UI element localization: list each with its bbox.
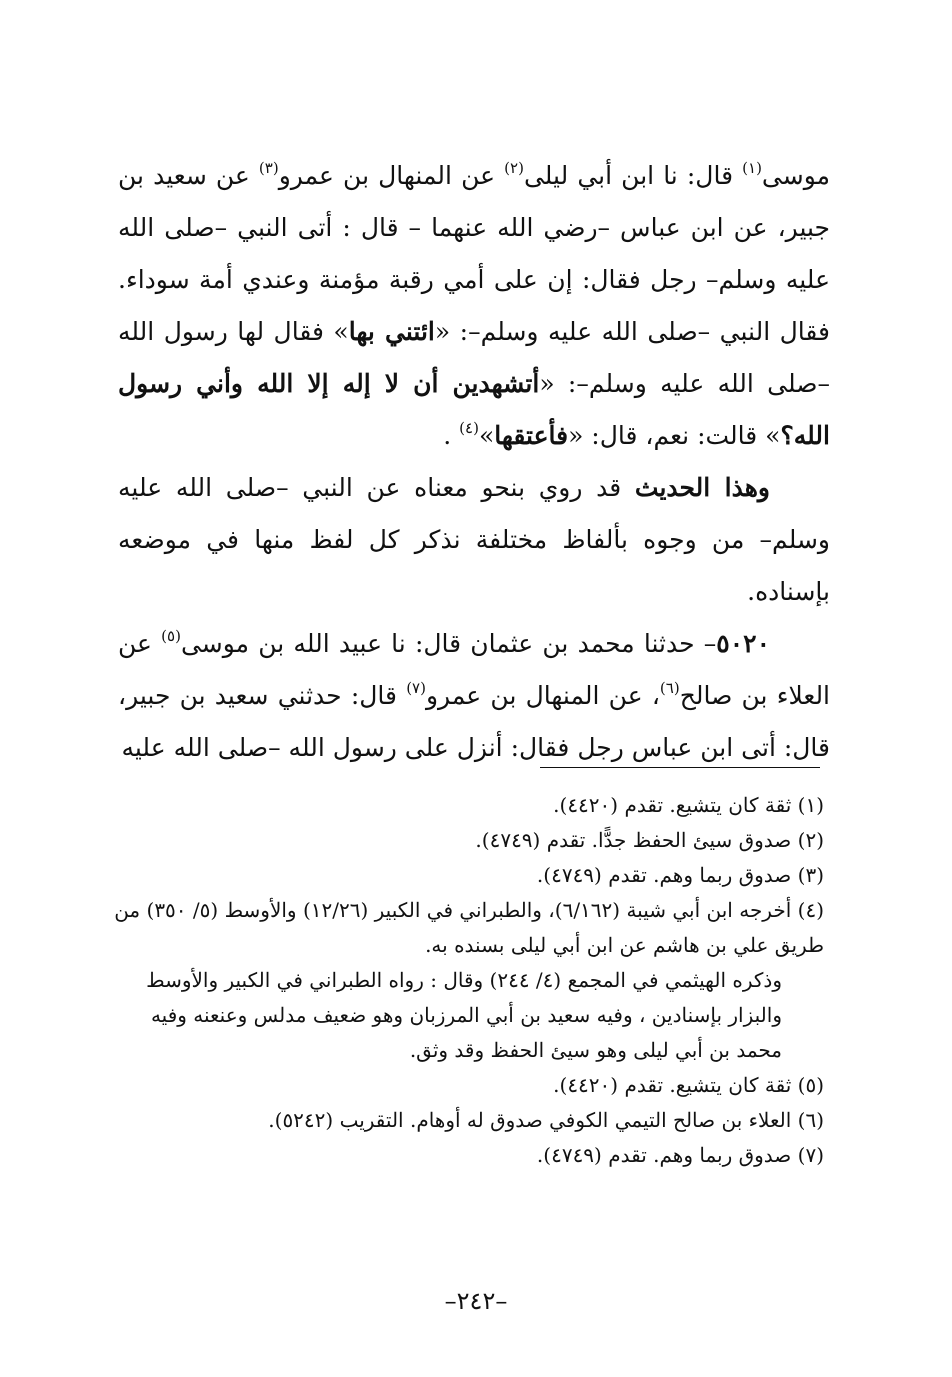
footnote-text: ثقة كان يتشيع. تقدم (٤٤٢٠). [553,793,798,817]
bold-quote: فأعتقها [494,421,569,450]
paragraph-hadith-5020 [118,618,830,774]
footnote-number: (٦) [797,1108,824,1132]
text-run: – حدثنا محمد بن عثمان قال: نا عبيد الله بن موسى [180,629,717,658]
footnote-3 [112,858,824,893]
footnote-number: (٤) [797,898,824,922]
footnote-number: (٥) [797,1073,824,1097]
footnote-2 [112,823,824,858]
footnote-ref-5: (٥) [161,626,181,645]
footnote-ref-7: (٧) [406,678,426,697]
footnote-number: (١) [797,793,824,817]
paragraph-hadith [118,150,830,462]
footnote-divider [540,767,820,768]
footnote-text: ثقة كان يتشيع. تقدم (٤٤٢٠). [553,1073,798,1097]
footnote-6 [112,1103,824,1138]
footnote-text: العلاء بن صالح التيمي الكوفي صدوق له أوهام. التقريب (٥٢٤٢). [268,1108,798,1132]
page-number: –٢٤٢– [444,1287,508,1315]
footnote-ref-1: (١) [742,158,762,177]
text-run: » فقال لها رسول الله –صلى الله عليه وسلم–: « [118,317,830,398]
footnote-number: (٢) [797,828,824,852]
text-run: ، عن المنهال بن عمرو [425,681,660,710]
text-run: قال: حدثني سعيد بن جبير، قال: أتى ابن عباس رجل فقال: أنزل على رسول الله –صلى الله عليه [118,681,830,762]
paragraph-commentary [118,462,830,618]
text-run: » [478,421,495,450]
footnote-4-continuation: وذكره الهيثمي في المجمع (٤/ ٢٤٤) وقال : رواه الطبراني في الكبير والأوسط والبزار بإسنادين ، وفيه سعيد بن أبي المرزبان وهو ضعيف مدلس وعنعنه وفيه محمد بن أبي ليلى وهو سيئ الحفظ وقد وثق. [146,968,782,1062]
text-run: عن سعيد بن جبير، عن ابن عباس –رضي الله عنهما – قال : أتى النبي –صلى الله عليه وسلم– رجل فقال: إن على أمي رقبة مؤمنة وعندي أمة سوداء. فقال النبي –صلى الله عليه وسلم–: « [118,161,830,346]
text-run: . [443,421,460,450]
footnote-5 [112,1068,824,1103]
footnote-7 [112,1138,824,1173]
footnote-4 [112,893,824,963]
bold-quote: أتشهدين أن لا إله إلا الله وأني رسول الله؟ [118,369,830,450]
footnote-text: صدوق ربما وهم. تقدم (٤٧٤٩). [536,1143,798,1167]
footnote-text: صدوق سيئ الحفظ جدًّا. تقدم (٤٧٤٩). [475,828,798,852]
hadith-number: ٥٠٢٠ [716,629,770,658]
footnote-ref-4: (٤) [459,418,479,437]
footnote-text: صدوق ربما وهم. تقدم (٤٧٤٩). [536,863,798,887]
text-run: موسى [761,161,831,190]
text-run: عن العلاء بن صالح [118,629,831,710]
text-run: قد روي بنحو معناه عن النبي –صلى الله عليه وسلم– من وجوه بألفاظ مختلفة نذكر كل لفظ منها في موضعه بإسناده. [118,473,830,606]
footnote-ref-3: (٣) [258,158,279,177]
footnote-ref-2: (٢) [504,158,524,177]
main-text [118,150,830,774]
text-run: قال: نا ابن أبي ليلى [523,161,743,190]
text-run: » قالت: نعم، قال: « [568,421,781,450]
bold-heading-phrase: وهذا الحديث [634,473,771,502]
bold-quote: ائتني بها [348,317,435,346]
footnote-number: (٧) [797,1143,824,1167]
text-run: عن المنهال بن عمرو [278,161,505,190]
footnote-ref-6: (٦) [659,678,680,697]
footnote-text: أخرجه ابن أبي شيبة (٦/١٦٢)، والطبراني في الكبير (١٢/٢٦) والأوسط (٥/ ٣٥٠) من طريق علي بن هاشم عن ابن أبي ليلى بسنده به. [114,898,824,957]
footnotes [112,788,824,1173]
footnote-number: (٣) [797,863,824,887]
footnote-1 [112,788,824,823]
